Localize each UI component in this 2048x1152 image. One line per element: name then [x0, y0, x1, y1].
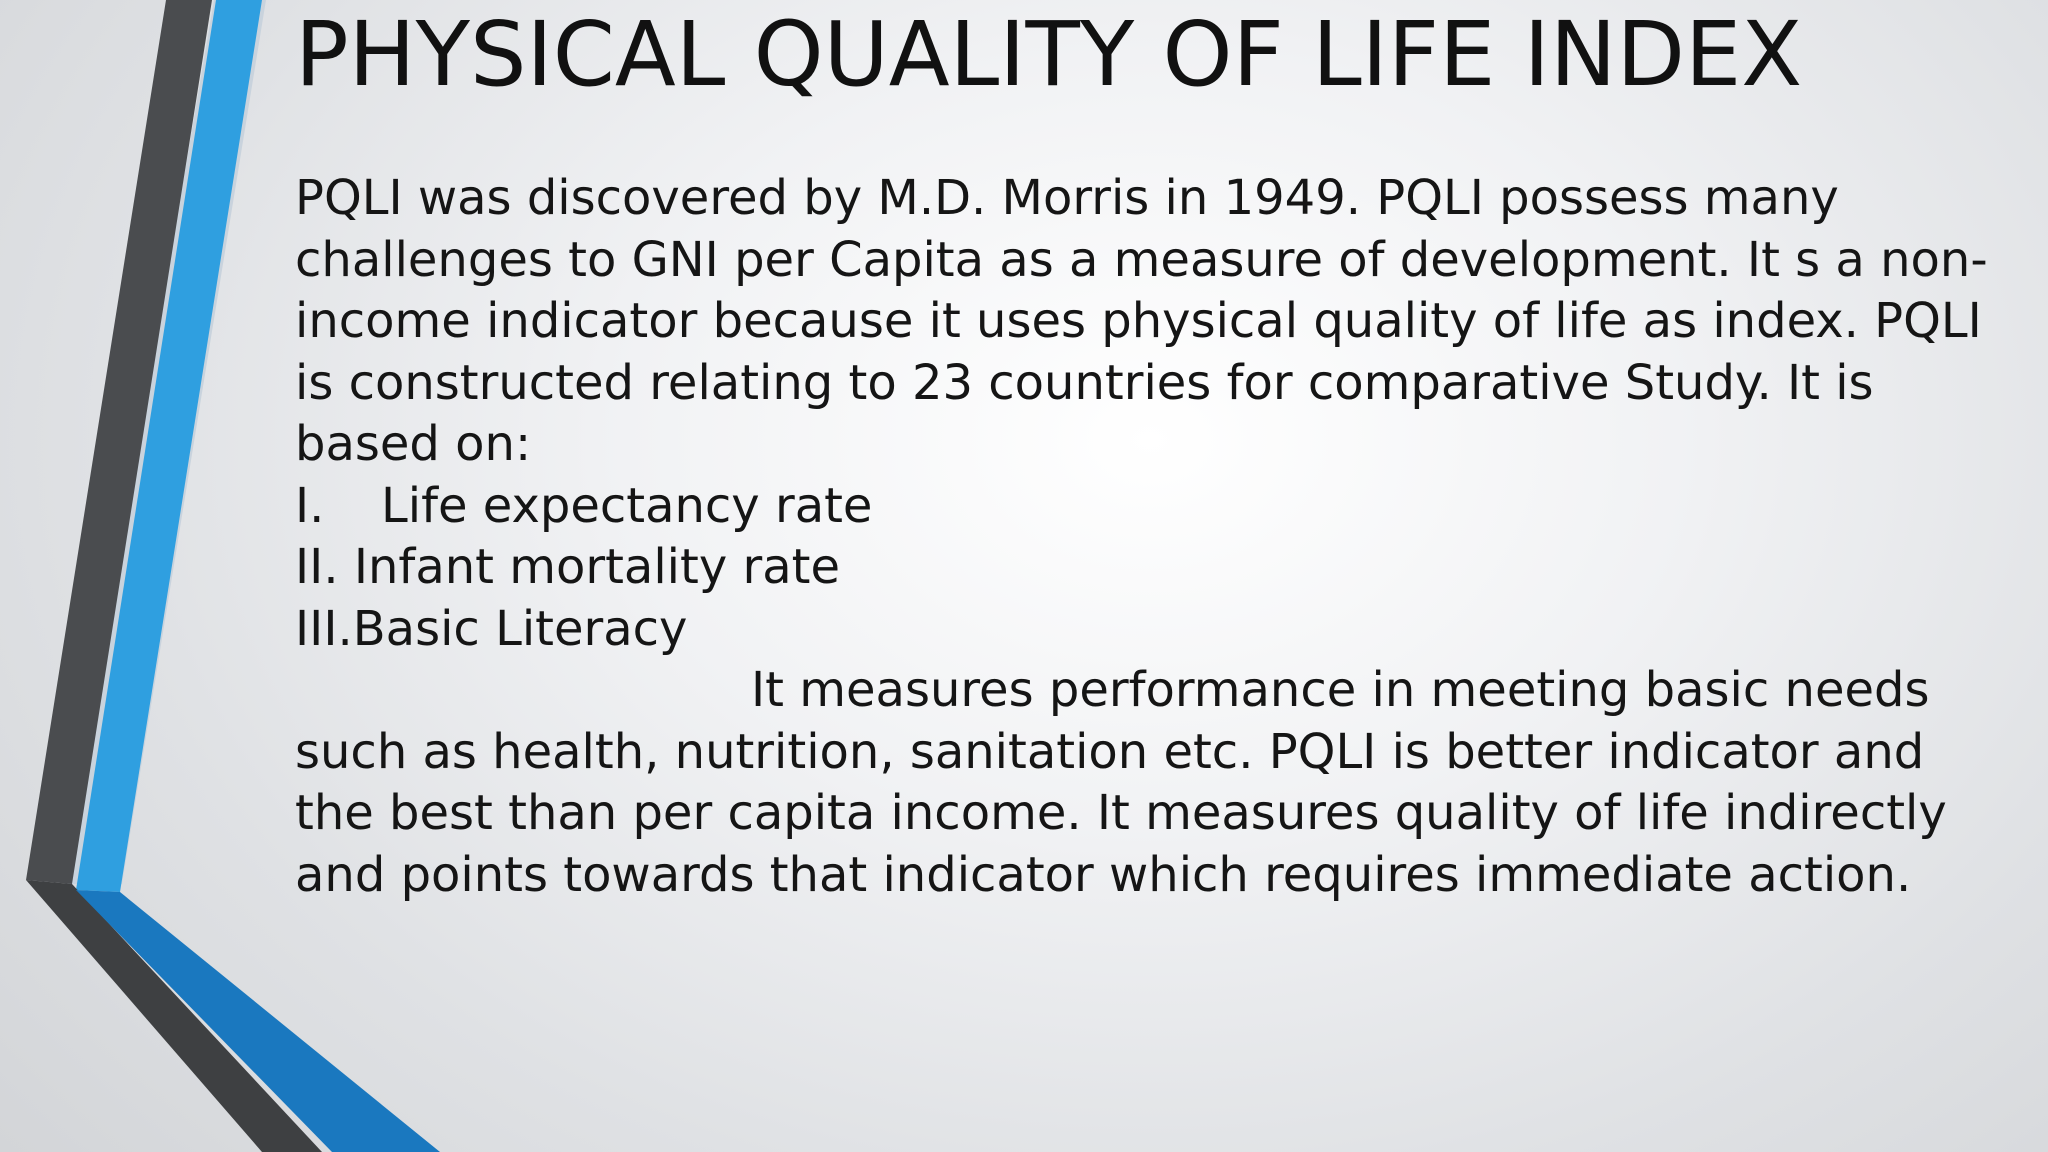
list-item-number: III. [295, 600, 353, 657]
list-item-text: Infant mortality rate [353, 539, 840, 595]
closing-line: It measures performance in meeting basic needs [751, 662, 1930, 718]
intro-line: based on: [295, 416, 532, 472]
closing-line: such as health, nutrition, sanitation etc. PQLI is better indicator and [295, 723, 1925, 780]
slide-title: PHYSICAL QUALITY OF LIFE INDEX [295, 2, 1803, 106]
slide-body [295, 168, 2015, 906]
closing-line: and points towards that indicator which requires immediate action. [295, 846, 1912, 903]
list-item [295, 599, 2015, 661]
list-item-number: I. [295, 477, 325, 534]
intro-line: PQLI was discovered by M.D. Morris in 1949. PQLI possess many [295, 170, 1839, 226]
intro-line: challenges to GNI per Capita as a measure of development. It s a non- [295, 231, 1988, 288]
list-item-text: Basic Literacy [352, 600, 688, 657]
list-item-text: Life expectancy rate [381, 477, 873, 534]
intro-line: is constructed relating to 23 countries for comparative Study. It is [295, 354, 1874, 411]
list-item [295, 476, 2015, 538]
intro-line: income indicator because it uses physical quality of life as index. PQLI [295, 293, 1982, 349]
decor-dark-lower [26, 880, 322, 1152]
closing-line: the best than per capita income. It measures quality of life indirectly [295, 785, 1947, 841]
list-item-number: II. [295, 539, 339, 595]
list-item [295, 537, 2015, 599]
